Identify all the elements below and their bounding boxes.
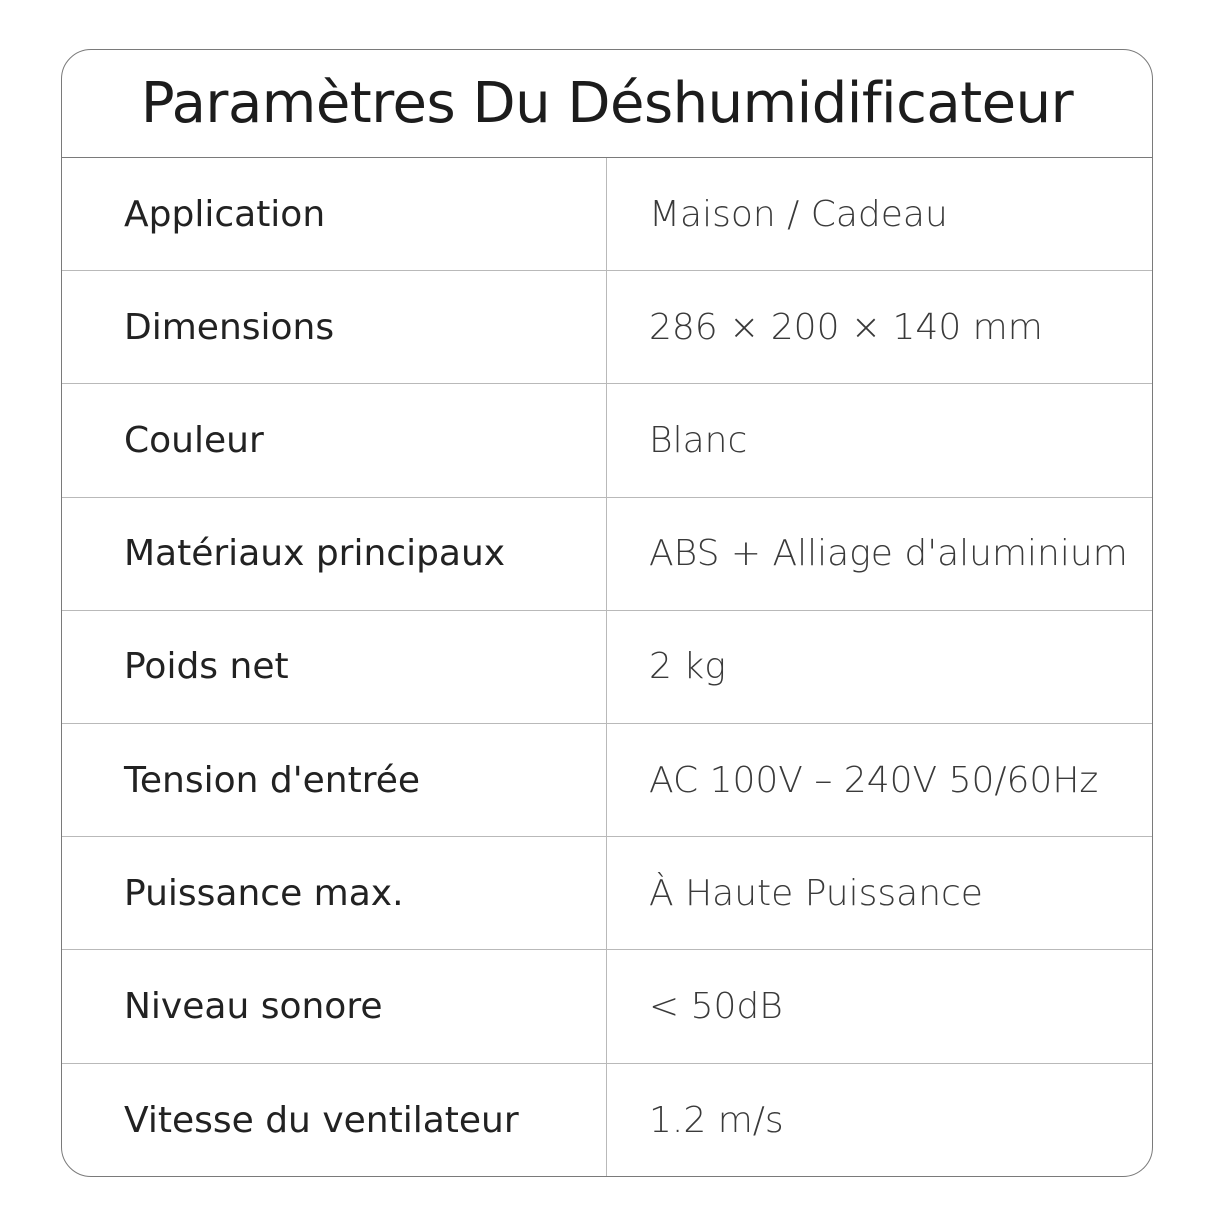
- spec-label: Poids net: [62, 611, 607, 723]
- spec-value: Blanc: [649, 419, 748, 461]
- spec-value: Maison / Cadeau: [649, 193, 948, 235]
- spec-row-puissance: [62, 837, 1152, 950]
- spec-row-tension: [62, 724, 1152, 837]
- spec-value: < 50dB: [649, 985, 783, 1027]
- spec-row-materiaux: [62, 498, 1152, 611]
- spec-label: Puissance max.: [62, 837, 607, 949]
- spec-value: 286 × 200 × 140 mm: [649, 306, 1043, 348]
- spec-value: 1.2 m/s: [649, 1099, 784, 1141]
- spec-label: Niveau sonore: [62, 950, 607, 1062]
- page-title: Paramètres Du Déshumidificateur: [140, 71, 1074, 136]
- spec-label: Dimensions: [62, 271, 607, 383]
- spec-label: Vitesse du ventilateur: [62, 1064, 607, 1177]
- spec-value: ABS + Alliage d'aluminium: [649, 533, 1128, 575]
- spec-value: À Haute Puissance: [649, 872, 983, 914]
- spec-row-poids: [62, 611, 1152, 724]
- spec-label: Application: [62, 158, 607, 270]
- title-bar: [62, 50, 1152, 158]
- spec-table: [62, 158, 1152, 1177]
- spec-label: Tension d'entrée: [62, 724, 607, 836]
- spec-row-couleur: [62, 384, 1152, 497]
- spec-label: Matériaux principaux: [62, 498, 607, 610]
- spec-row-niveau-sonore: [62, 950, 1152, 1063]
- spec-row-dimensions: [62, 271, 1152, 384]
- spec-value: 2 kg: [649, 646, 726, 688]
- spec-value: AC 100V – 240V 50/60Hz: [649, 759, 1099, 801]
- spec-label: Couleur: [62, 384, 607, 496]
- spec-row-vitesse: [62, 1064, 1152, 1177]
- spec-row-application: [62, 158, 1152, 271]
- spec-card: [61, 49, 1153, 1177]
